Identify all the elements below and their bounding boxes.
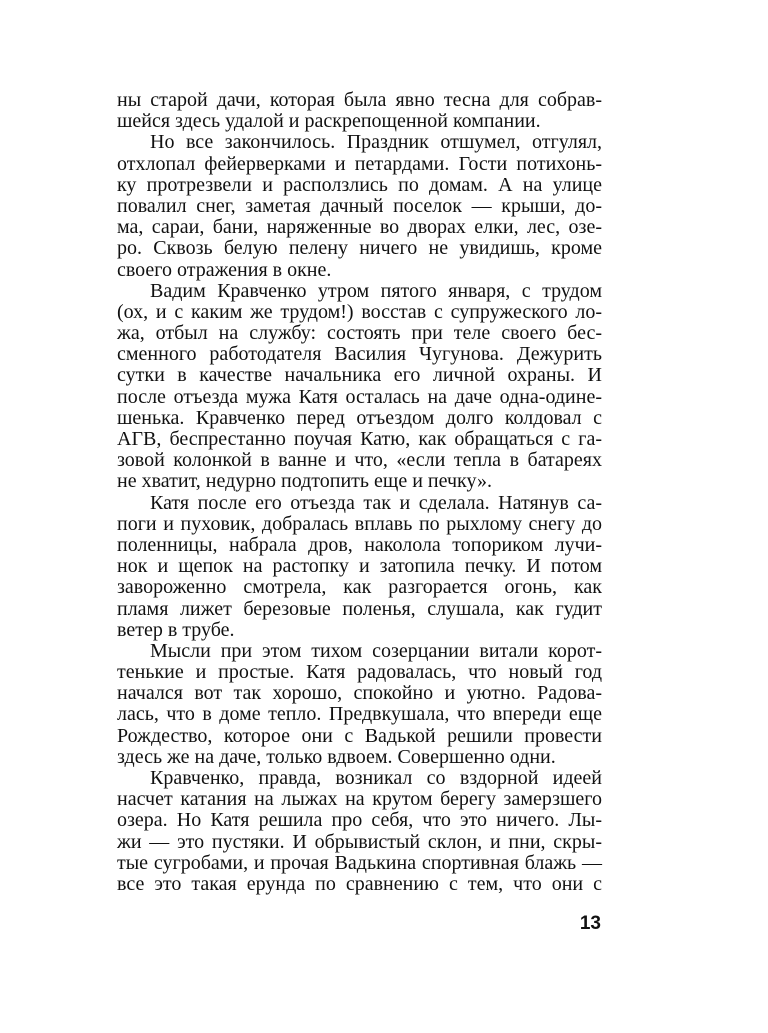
- text-line: поленницы, набрала дров, наколола топориком лучи-: [117, 533, 602, 556]
- text-line: сутки в качестве начальника его личной охраны. И: [117, 364, 602, 387]
- text-line: жи — это пустяки. И обрывистый склон, и пни, скры-: [117, 830, 602, 853]
- text-line: (ох, и с каким же трудом!) восстав с супружеского ло-: [117, 300, 602, 323]
- text-line: повалил снег, заметая дачный поселок — крыши, до-: [117, 194, 602, 217]
- text-line: не хватит, недурно подтопить еще и печку».: [117, 470, 492, 493]
- text-line: тенькие и простые. Катя радовалась, что новый год: [117, 661, 602, 684]
- text-line: сменного работодателя Василия Чугунова. Дежурить: [117, 343, 602, 366]
- text-line: АГВ, беспрестанно поучая Катю, как обращаться с га-: [117, 428, 602, 450]
- text-line: ро. Сквозь белую пелену ничего не увидишь, кроме: [117, 237, 602, 260]
- text-line: шенька. Кравченко перед отъездом долго колдовал с: [117, 406, 602, 429]
- page-number: 13: [579, 913, 601, 934]
- text-line: завороженно смотрела, как разгорается огонь, как: [117, 576, 602, 599]
- text-line: начался вот так хорошо, спокойно и уютно. Радова-: [117, 682, 602, 705]
- text-line: все это такая ерунда по сравнению с тем, что они с: [117, 872, 602, 895]
- text-line: пламя лижет березовые поленья, слушала, как гудит: [117, 597, 602, 620]
- text-line: насчет катания на лыжах на крутом берегу замерзшего: [117, 788, 602, 811]
- text-line: Но все закончилось. Праздник отшумел, отгулял,: [150, 131, 602, 154]
- text-line: Кравченко, правда, возникал со вздорной идеей: [150, 767, 602, 789]
- text-line: ку протрезвели и расползлись по домам. А на улице: [117, 173, 602, 196]
- text-line: ма, сараи, бани, наряженные во дворах елки, лес, озе-: [117, 216, 602, 239]
- text-line: ны старой дачи, которая была явно тесна для собрав-: [117, 89, 602, 111]
- text-line: после отъезда мужа Катя осталась на даче одна-одине-: [117, 385, 602, 408]
- text-line: лась, что в доме тепло. Предвкушала, что впереди еще: [117, 703, 602, 726]
- text-line: нок и щепок на растопку и затопила печку. И потом: [117, 555, 602, 578]
- text-line: Мысли при этом тихом созерцании витали корот-: [150, 639, 602, 662]
- text-line: Катя после его отъезда так и сделала. Натянув са-: [150, 491, 602, 514]
- text-line: отхлопал фейерверками и петардами. Гости потихонь-: [117, 152, 602, 175]
- text-line: озера. Но Катя решила про себя, что это ничего. Лы-: [117, 809, 602, 832]
- body-text: [117, 90, 602, 895]
- text-line: шейся здесь удалой и раскрепощенной компании.: [117, 110, 541, 133]
- text-line: Вадим Кравченко утром пятого января, с трудом: [150, 279, 602, 302]
- text-line: здесь же на даче, только вдвоем. Совершенно одни.: [117, 745, 556, 768]
- text-line: Рождество, которое они с Вадькой решили провести: [117, 724, 602, 747]
- text-line: своего отражения в окне.: [117, 258, 332, 281]
- text-line: зовой колонкой в ванне и что, «если тепла в батареях: [117, 449, 602, 472]
- text-line: поги и пуховик, добралась вплавь по рыхлому снегу до: [117, 512, 602, 535]
- text-line: ветер в трубе.: [117, 618, 235, 641]
- text-line: тые сугробами, и прочая Вадькина спортивная блажь —: [117, 851, 602, 874]
- text-line: жа, отбыл на службу: состоять при теле своего бес-: [117, 322, 602, 345]
